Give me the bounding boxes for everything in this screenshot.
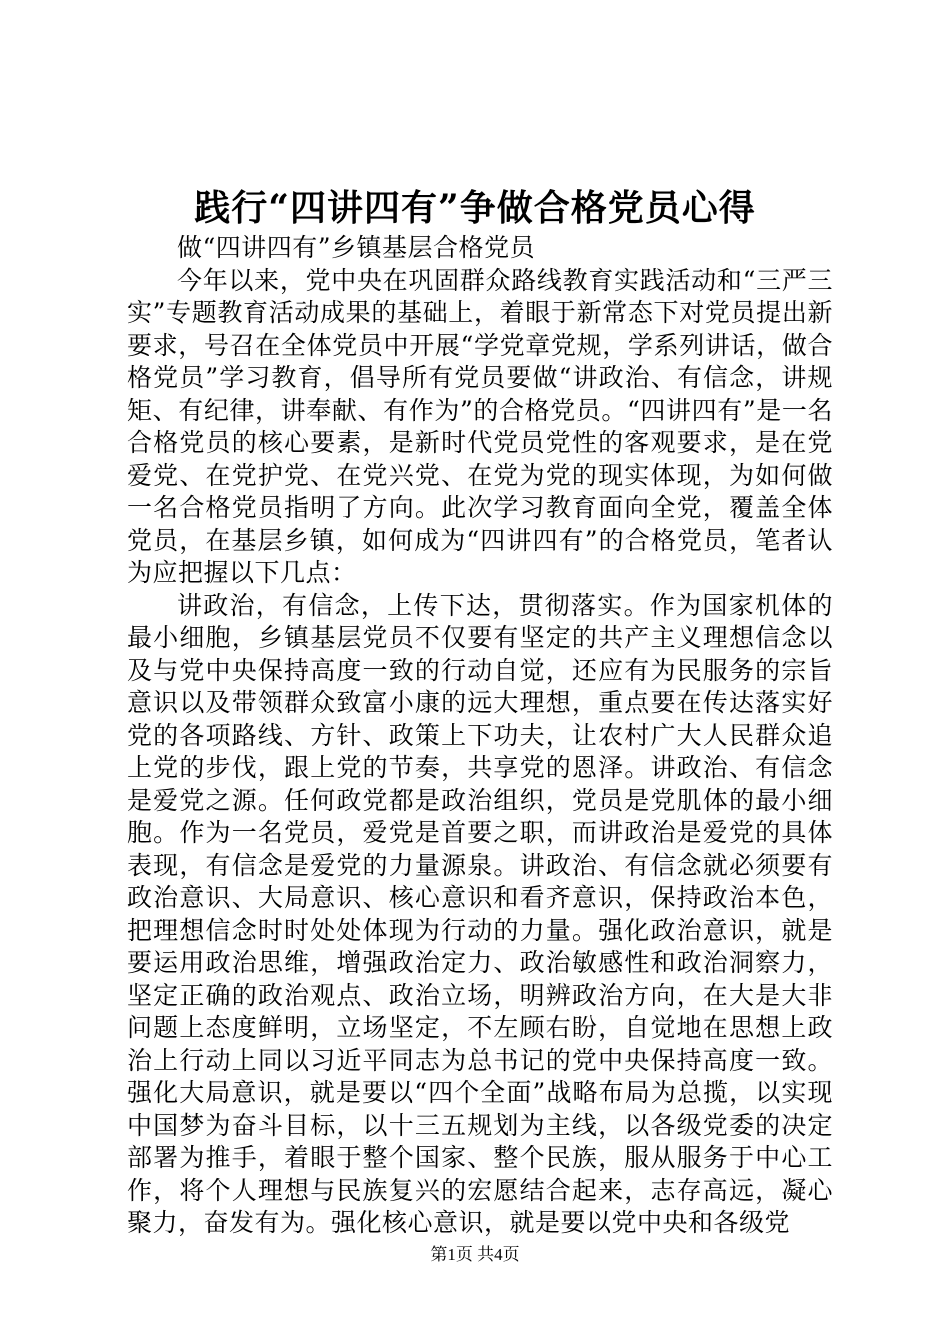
document-title: 践行“四讲四有”争做合格党员心得 [194,187,756,229]
body-paragraph-intro: 今年以来，党中央在巩固群众路线教育实践活动和“三严三实”专题教育活动成果的基础上，着眼于新常态下对党员提出新要求，号召在全体党员中开展“学党章党规，学系列讲话，做合格党员”学习教育，倡导所有党员要做“讲政治、有信念，讲规矩、有纪律，讲奉献、有作为”的合格党员。“四讲四有”是一名合格党员的核心要素，是新时代党员党性的客观要求，是在党爱党、在党护党、在党兴党、在党为党的现实体现，为如何做一名合格党员指明了方向。此次学习教育面向全党，覆盖全体党员，在基层乡镇，如何成为“四讲四有”的合格党员，笔者认为应把握以下几点： [127,265,833,587]
body-paragraph-subtitle: 做“四讲四有”乡镇基层合格党员 [177,233,536,262]
page-number-footer: 第1页 共4页 [430,1245,520,1264]
body-paragraph-politics: 讲政治，有信念，上传下达，贯彻落实。作为国家机体的最小细胞，乡镇基层党员不仅要有坚定的共产主义理想信念以及与党中央保持高度一致的行动自觉，还应有为民服务的宗旨意识以及带领群众致富小康的远大理想，重点要在传达落实好党的各项路线、方针、政策上下功夫，让农村广大人民群众追上党的步伐，跟上党的节奏，共享党的恩泽。讲政治、有信念是爱党之源。任何政党都是政治组织，党员是党肌体的最小细胞。作为一名党员，爱党是首要之职，而讲政治是爱党的具体表现，有信念是爱党的力量源泉。讲政治、有信念就必须要有政治意识、大局意识、核心意识和看齐意识，保持政治本色，把理想信念时时处处体现为行动的力量。强化政治意识，就是要运用政治思维，增强政治定力、政治敏感性和政治洞察力，坚定正确的政治观点、政治立场，明辨政治方向，在大是大非问题上态度鲜明，立场坚定，不左顾右盼，自觉地在思想上政治上行动上同以习近平同志为总书记的党中央保持高度一致。强化大局意识，就是要以“四个全面”战略布局为总揽，以实现中国梦为奋斗目标，以十三五规划为主线，以各级党委的决定部署为推手，着眼于整个国家、整个民族，服从服务于中心工作，将个人理想与民族复兴的宏愿结合起来，志存高远，凝心聚力，奋发有为。强化核心意识，就是要以党中央和各级党 [127,590,833,1237]
document-body [127,232,833,1240]
